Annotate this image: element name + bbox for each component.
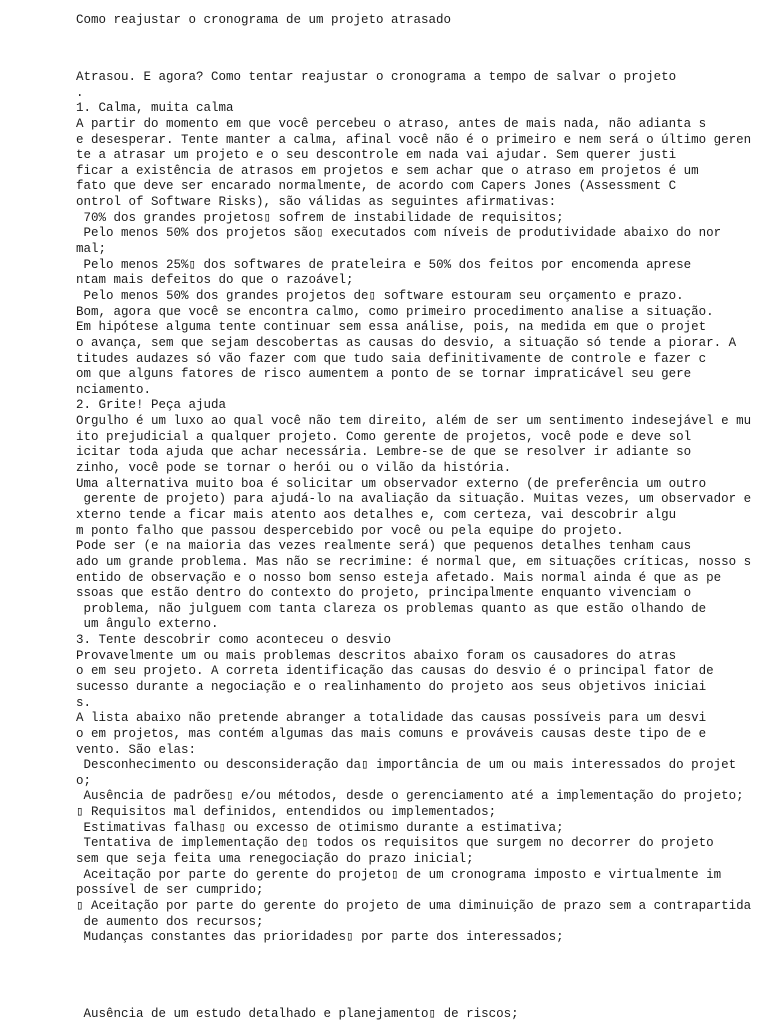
text-line: ntam mais defeitos do que o razoável; bbox=[76, 273, 354, 288]
text-line: ssoas que estão dentro do contexto do projeto, principalmente enquanto vivenciam o bbox=[76, 586, 692, 601]
text-line: fato que deve ser encarado normalmente, de acordo com Capers Jones (Assessment C bbox=[76, 179, 677, 194]
text-line: e desesperar. Tente manter a calma, afinal você não é o primeiro e nem será o último geren bbox=[76, 132, 752, 147]
text-line: Tentativa de implementação de▯ todos os requisitos que surgem no decorrer do projeto bbox=[76, 836, 714, 851]
text-line: Atrasou. E agora? Como tentar reajustar o cronograma a tempo de salvar o projeto bbox=[76, 70, 677, 84]
text-line: Aceitação por parte do gerente do projeto▯ de um cronograma imposto e virtualmente im bbox=[76, 867, 722, 882]
text-line: sucesso durante a negociação e o realinhamento do projeto aos seus objetivos iniciai bbox=[76, 679, 707, 694]
text-line: ficar a existência de atrasos em projetos e sem achar que o atraso em projetos é um bbox=[76, 163, 699, 178]
text-line: Bom, agora que você se encontra calmo, como primeiro procedimento analise a situação. bbox=[76, 304, 714, 319]
text-line: o avança, sem que sejam descobertas as causas do desvio, a situação só tende a piorar. A bbox=[76, 335, 737, 350]
text-line: . bbox=[76, 85, 84, 100]
text-line: om que alguns fatores de risco aumentem a ponto de se tornar impraticável seu gere bbox=[76, 367, 692, 382]
text-line: de aumento dos recursos; bbox=[76, 914, 264, 929]
text-line: Provavelmente um ou mais problemas descritos abaixo foram os causadores do atras bbox=[76, 648, 677, 663]
text-line: Uma alternativa muito boa é solicitar um observador externo (de preferência um outro bbox=[76, 476, 707, 491]
text-line: Pelo menos 25%▯ dos softwares de prateleira e 50% dos feitos por encomenda aprese bbox=[76, 257, 692, 272]
text-line: ontrol of Software Risks), são válidas as seguintes afirmativas: bbox=[76, 195, 557, 210]
text-line: nciamento. bbox=[76, 382, 152, 397]
text-line: s. bbox=[76, 695, 92, 710]
text-line: zinho, você pode se tornar o herói ou o vilão da história. bbox=[76, 461, 512, 476]
text-line: o em seu projeto. A correta identificação das causas do desvio é o principal fator de bbox=[76, 664, 714, 679]
text-line: Estimativas falhas▯ ou excesso de otimismo durante a estimativa; bbox=[76, 820, 564, 835]
text-line: mal; bbox=[76, 242, 107, 257]
text-line: o; bbox=[76, 773, 92, 788]
text-line: 2. Grite! Peça ajuda bbox=[76, 398, 227, 413]
text-line: possível de ser cumprido; bbox=[76, 883, 264, 898]
text-line: te a atrasar um projeto e o seu descontrole em nada vai ajudar. Sem querer justi bbox=[76, 148, 677, 163]
text-line: Em hipótese alguma tente continuar sem essa análise, pois, na medida em que o projet bbox=[76, 320, 707, 335]
text-line: entido de observação e o nosso bom senso esteja afetado. Mais normal ainda é que as pe bbox=[76, 570, 722, 585]
text-line: ▯ Aceitação por parte do gerente do projeto de uma diminuição de prazo sem a contrapartida bbox=[76, 898, 752, 913]
text-line: titudes audazes só vão fazer com que tudo saia definitivamente de controle e fazer c bbox=[76, 351, 707, 366]
document-body bbox=[76, 70, 766, 946]
text-line: problema, não julguem com tanta clareza os problemas quanto as que estão olhando de bbox=[76, 601, 707, 616]
text-line: gerente de projeto) para ajudá-lo na avaliação da situação. Muitas vezes, um observador e bbox=[76, 492, 752, 507]
text-line: sem que seja feita uma renegociação do prazo inicial; bbox=[76, 852, 474, 867]
text-line: ito prejudicial a qualquer projeto. Como gerente de projetos, você pode e deve sol bbox=[76, 429, 692, 444]
text-line: icitar toda ajuda que achar necessária. Lembre-se de que se resolver ir adiante so bbox=[76, 445, 692, 460]
text-line: Pelo menos 50% dos grandes projetos de▯ software estouram seu orçamento e prazo. bbox=[76, 288, 684, 303]
text-line: 1. Calma, muita calma bbox=[76, 101, 234, 116]
text-line: um ângulo externo. bbox=[76, 617, 219, 632]
text-line: Desconhecimento ou desconsideração da▯ importância de um ou mais interessados do projet bbox=[76, 758, 737, 773]
document-footer-line: Ausência de um estudo detalhado e planejamento▯ de riscos; bbox=[76, 1007, 519, 1021]
text-line: 70% dos grandes projetos▯ sofrem de instabilidade de requisitos; bbox=[76, 210, 564, 225]
text-line: vento. São elas: bbox=[76, 742, 197, 757]
text-line: Pode ser (e na maioria das vezes realmente será) que pequenos detalhes tenham caus bbox=[76, 539, 692, 554]
text-line: 3. Tente descobrir como aconteceu o desvio bbox=[76, 633, 392, 648]
text-line: A lista abaixo não pretende abranger a totalidade das causas possíveis para um desvi bbox=[76, 711, 707, 726]
text-line: A partir do momento em que você percebeu o atraso, antes de mais nada, não adianta s bbox=[76, 116, 707, 131]
text-line: m ponto falho que passou despercebido por você ou pela equipe do projeto. bbox=[76, 523, 624, 538]
text-line: Orgulho é um luxo ao qual você não tem direito, além de ser um sentimento indesejável e mu bbox=[76, 414, 752, 429]
document-title: Como reajustar o cronograma de um projeto atrasado bbox=[76, 13, 452, 27]
text-line: Mudanças constantes das prioridades▯ por parte dos interessados; bbox=[76, 930, 564, 945]
text-line: Ausência de padrões▯ e/ou métodos, desde o gerenciamento até a implementação do projeto; bbox=[76, 789, 744, 804]
text-line: o em projetos, mas contém algumas das mais comuns e prováveis causas deste tipo de e bbox=[76, 726, 707, 741]
text-line: ado um grande problema. Mas não se recrimine: é normal que, em situações críticas, nosso s bbox=[76, 554, 752, 569]
text-line: ▯ Requisitos mal definidos, entendidos ou implementados; bbox=[76, 805, 497, 820]
text-line: Pelo menos 50% dos projetos são▯ executados com níveis de produtividade abaixo do nor bbox=[76, 226, 722, 241]
text-line: xterno tende a ficar mais atento aos detalhes e, com certeza, vai descobrir algu bbox=[76, 507, 677, 522]
